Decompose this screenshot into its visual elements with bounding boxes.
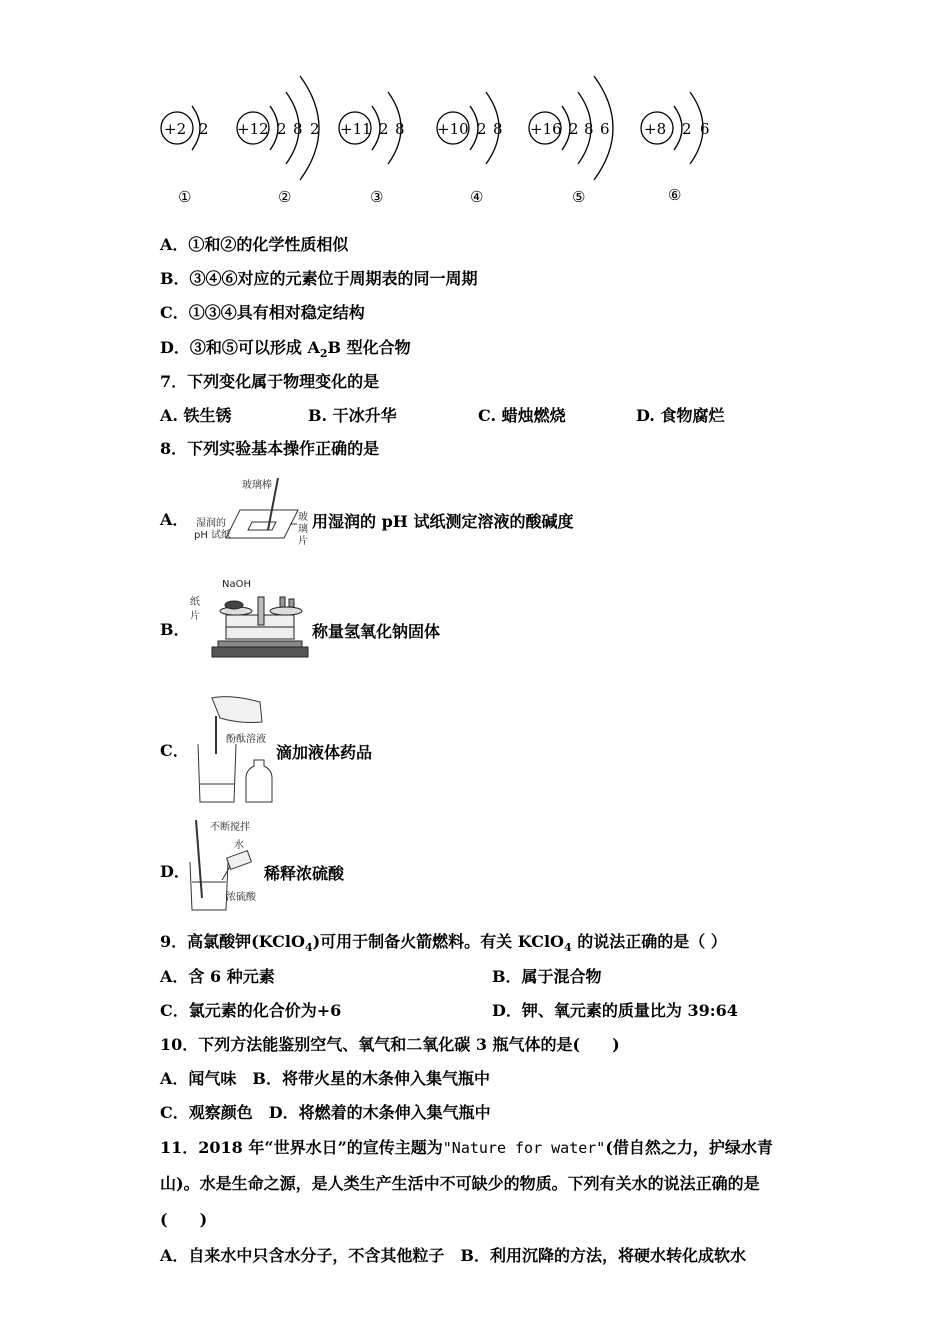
q7-option-a: A. 铁生锈 (160, 406, 232, 425)
q7-option-c: C. 蜡烛燃烧 (478, 406, 566, 425)
q8-option-a-desc: 用湿润的 pH 试纸测定溶液的酸碱度 (312, 512, 574, 531)
atom-5-label: ⑤ (572, 188, 586, 206)
dilution-figure (186, 818, 266, 914)
atom-structure-diagrams (150, 60, 730, 220)
atom-4-nucleus: +10 (437, 120, 469, 138)
q6-option-d-post: B 型化合物 (327, 338, 411, 357)
ph-paper-label-2: pH 试纸 (194, 530, 232, 541)
ph-test-svg (192, 472, 312, 550)
q6-option-c: C．①③④具有相对稳定结构 (160, 303, 365, 322)
conc-acid-label: 浓硫酸 (226, 892, 256, 903)
q8-stem: 8．下列实验基本操作正确的是 (160, 439, 380, 458)
phenolphthalein-label: 酚酞溶液 (226, 734, 266, 745)
q9-stem-sub2: 4 (563, 941, 572, 955)
balance-svg (186, 575, 312, 661)
atom-5-shell-1: 2 (569, 120, 579, 138)
atom-2-label: ② (278, 188, 292, 206)
atom-1-nucleus: +2 (164, 120, 187, 138)
ph-test-figure (192, 472, 312, 550)
atom-3-label: ③ (370, 188, 384, 206)
q11-line-2: 山)。水是生命之源，是人类生产生活中不可缺少的物质。下列有关水的说法正确的是 (160, 1174, 760, 1193)
q9-option-a: A．含 6 种元素 (160, 967, 275, 986)
atom-5-nucleus: +16 (530, 120, 562, 138)
ph-glass-label-2: 璃 (298, 524, 308, 535)
atom-4-shell-1: 2 (477, 120, 487, 138)
dropper-svg (190, 694, 276, 808)
q8-option-d-letter: D． (160, 862, 190, 881)
q6-option-d (160, 337, 411, 365)
balance-figure (186, 575, 312, 661)
balance-paper-label-1: 纸 (190, 597, 200, 608)
q6-option-b: B．③④⑥对应的元素位于周期表的同一周期 (160, 269, 478, 288)
atom-3-nucleus: +11 (340, 120, 372, 138)
q8-option-b-letter: B． (160, 620, 190, 639)
stir-label: 不断搅拌 (210, 822, 250, 833)
q9-option-d: D．钾、氧元素的质量比为 39:64 (492, 1001, 738, 1020)
atom-2-shell-1: 2 (277, 120, 287, 138)
q9-stem-mid: )可用于制备火箭燃料。有关 KClO (312, 932, 564, 951)
atom-4-label: ④ (470, 188, 484, 206)
q11-line-1-pre: 11．2018 年“世界水日”的宣传主题为 (160, 1138, 443, 1157)
atom-4-shell-2: 8 (493, 120, 503, 138)
atom-3-shell-2: 8 (395, 120, 405, 138)
atom-6-label: ⑥ (668, 186, 682, 204)
ph-glass-label-3: 片 (298, 536, 308, 547)
q10-stem: 10．下列方法能鉴别空气、氧气和二氧化碳 3 瓶气体的是( ) (160, 1035, 620, 1054)
atom-6-nucleus: +8 (644, 120, 667, 138)
q11-line-1-mono: "Nature for water" (442, 1139, 606, 1157)
q9-option-b: B．属于混合物 (492, 967, 602, 986)
q11-line-3: ( ) (160, 1210, 208, 1229)
q9-stem (160, 931, 727, 959)
ph-glass-label-1: 玻 (298, 512, 308, 523)
q8-option-b-desc: 称量氢氧化钠固体 (312, 622, 441, 641)
atom-1-label: ① (178, 188, 192, 206)
atom-2-nucleus: +12 (237, 120, 269, 138)
q8-option-a-letter: A． (160, 510, 189, 529)
atom-5-shell-3: 6 (600, 120, 610, 138)
q6-option-a: A．①和②的化学性质相似 (160, 235, 349, 254)
q7-option-d: D. 食物腐烂 (636, 406, 725, 425)
q7-stem: 7．下列变化属于物理变化的是 (160, 372, 380, 391)
atom-diagrams-svg (150, 60, 730, 220)
q9-option-c: C．氯元素的化合价为+6 (160, 1001, 342, 1020)
q6-option-d-sub: 2 (319, 347, 328, 361)
ph-paper-label-1: 湿润的 (196, 518, 226, 529)
q11-line-1-post: (借自然之力，护绿水青 (605, 1138, 773, 1157)
water-label: 水 (234, 840, 244, 851)
q8-option-c-desc: 滴加液体药品 (276, 743, 373, 762)
q9-stem-post: 的说法正确的是（ ） (571, 932, 727, 951)
q10-options-cd: C．观察颜色 D．将燃着的木条伸入集气瓶中 (160, 1103, 491, 1122)
atom-5-shell-2: 8 (584, 120, 594, 138)
ph-rod-label: 玻璃棒 (242, 480, 272, 491)
q8-option-d-desc: 稀释浓硫酸 (264, 864, 345, 883)
q9-stem-sub1: 4 (304, 941, 313, 955)
q8-option-c-letter: C． (160, 741, 189, 760)
q9-stem-pre: 9．高氯酸钾(KClO (160, 932, 305, 951)
q6-option-d-pre: D．③和⑤可以形成 A (160, 338, 320, 357)
naoh-label: NaOH (222, 579, 251, 590)
atom-2-shell-3: 2 (310, 120, 320, 138)
atom-3-shell-1: 2 (379, 120, 389, 138)
dropper-figure (190, 694, 276, 808)
q11-line-1 (160, 1137, 773, 1159)
balance-paper-label-2: 片 (190, 611, 200, 622)
q10-options-ab: A．闻气味 B．将带火星的木条伸入集气瓶中 (160, 1069, 490, 1088)
atom-2-shell-2: 8 (293, 120, 303, 138)
atom-6-shell-1: 2 (682, 120, 692, 138)
atom-1-shell-1: 2 (199, 120, 209, 138)
dilution-svg (186, 818, 266, 914)
q7-option-b: B. 干冰升华 (308, 406, 397, 425)
q11-line-4: A．自来水中只含水分子，不含其他粒子 B．利用沉降的方法，将硬水转化成软水 (160, 1246, 746, 1265)
atom-6-shell-2: 6 (700, 120, 710, 138)
